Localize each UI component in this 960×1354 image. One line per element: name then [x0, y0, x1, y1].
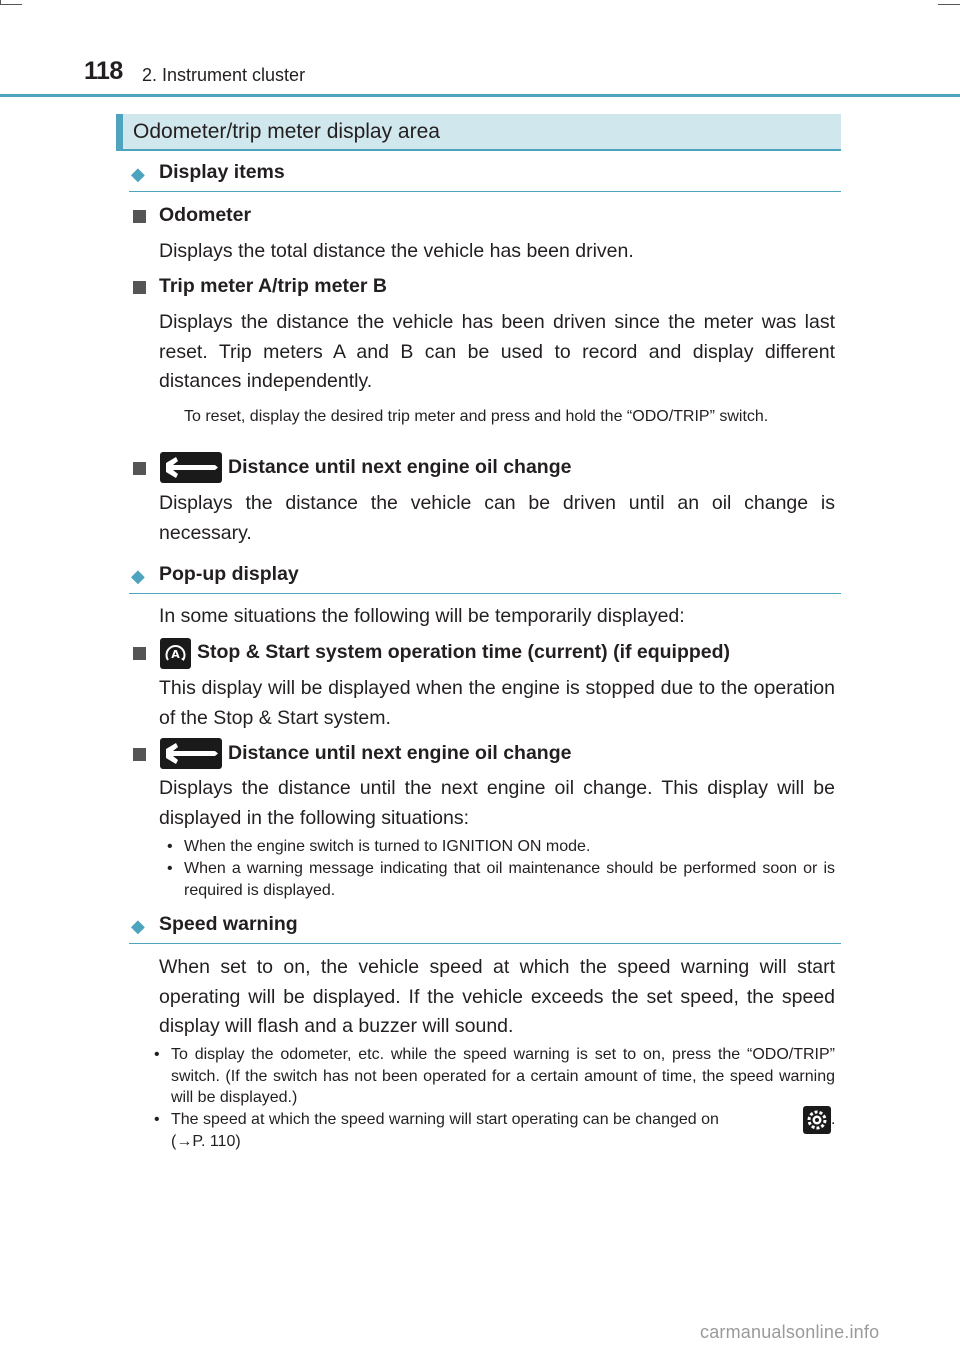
item-title: Odometer [159, 204, 252, 226]
square-bullet-icon [133, 210, 146, 223]
svg-text:A: A [171, 648, 180, 661]
bullet-dot: • [154, 1111, 160, 1128]
square-bullet-icon [133, 748, 146, 761]
bullet-text: When the engine switch is turned to IGNITION ON mode. [184, 838, 591, 855]
crop-mark-top-right [938, 4, 960, 5]
trip-reset-note: To reset, display the desired trip meter and press and hold the “ODO/TRIP” switch. [184, 408, 769, 425]
page-header [0, 52, 960, 98]
bullet-dot: • [167, 860, 173, 877]
crop-mark-top-left-h [0, 4, 22, 5]
subheading-display-items [129, 161, 841, 192]
item-title: Distance until next engine oil change [228, 456, 572, 478]
item-title: Distance until next engine oil change [228, 742, 572, 764]
subheading-popup-display [129, 563, 841, 594]
subheading-speed-warning [129, 913, 841, 944]
chapter-title: 2. Instrument cluster [142, 65, 306, 85]
stop-start-a-icon [160, 638, 191, 669]
section-title: Odometer/trip meter display area [133, 120, 440, 143]
bullet-text: To display the odometer, etc. while the speed warning is set to on, press the “ODO/TRIP” switch. (If the switch has not been operated for a certain amount of time, the speed warning will be displayed.) [171, 1046, 835, 1106]
bullet-dot: • [154, 1046, 160, 1063]
trip-meter-description: Displays the distance the vehicle has been driven since the meter was last reset. Trip meters A and B can be used to record and display different distances independently. [159, 311, 835, 392]
list-item [154, 1044, 835, 1109]
list-item [154, 1109, 835, 1131]
square-bullet-icon [133, 647, 146, 660]
wrench-icon [160, 452, 222, 483]
gear-icon [803, 1106, 831, 1134]
sentence-period: . [831, 1111, 836, 1128]
watermark: carmanualsonline.info [700, 1322, 880, 1342]
section-heading-bar [116, 114, 123, 149]
odometer-description: Displays the total distance the vehicle has been driven. [159, 240, 634, 262]
wrench-icon [160, 738, 222, 769]
subheading-label: Speed warning [159, 913, 298, 935]
popup-intro: In some situations the following will be temporarily displayed: [159, 605, 685, 627]
stop-start-description: This display will be displayed when the engine is stopped due to the operation of the Stop & Start system. [159, 677, 835, 729]
oil-change-description: Displays the distance the vehicle can be driven until an oil change is necessary. [159, 492, 835, 544]
diamond-icon: ◆ [131, 916, 145, 936]
square-bullet-icon [133, 281, 146, 294]
subheading-label: Display items [159, 161, 285, 183]
list-item [167, 836, 835, 858]
square-bullet-icon [133, 462, 146, 475]
list-item [167, 858, 835, 901]
speed-warning-description: When set to on, the vehicle speed at which the speed warning will start operating will be displayed. If the vehicle exceeds the set speed, the speed display will flash and a buzzer will sound. [159, 956, 835, 1037]
page-reference: (→P. 110) [171, 1133, 241, 1150]
header-rule [0, 94, 960, 97]
subheading-label: Pop-up display [159, 563, 299, 585]
item-title: Stop & Start system operation time (current) (if equipped) [197, 641, 731, 663]
oil-change-popup-description: Displays the distance until the next engine oil change. This display will be displayed in the following situations: [159, 777, 835, 829]
item-title: Trip meter A/trip meter B [159, 275, 387, 297]
bullet-dot: • [167, 838, 173, 855]
diamond-icon: ◆ [131, 164, 145, 184]
bullet-text: The speed at which the speed warning will start operating can be changed on [171, 1111, 719, 1128]
diamond-icon: ◆ [131, 566, 145, 586]
section-heading [116, 114, 841, 151]
bullet-text: When a warning message indicating that oil maintenance should be performed soon or is required is displayed. [184, 860, 835, 899]
page-number: 118 [84, 57, 123, 85]
